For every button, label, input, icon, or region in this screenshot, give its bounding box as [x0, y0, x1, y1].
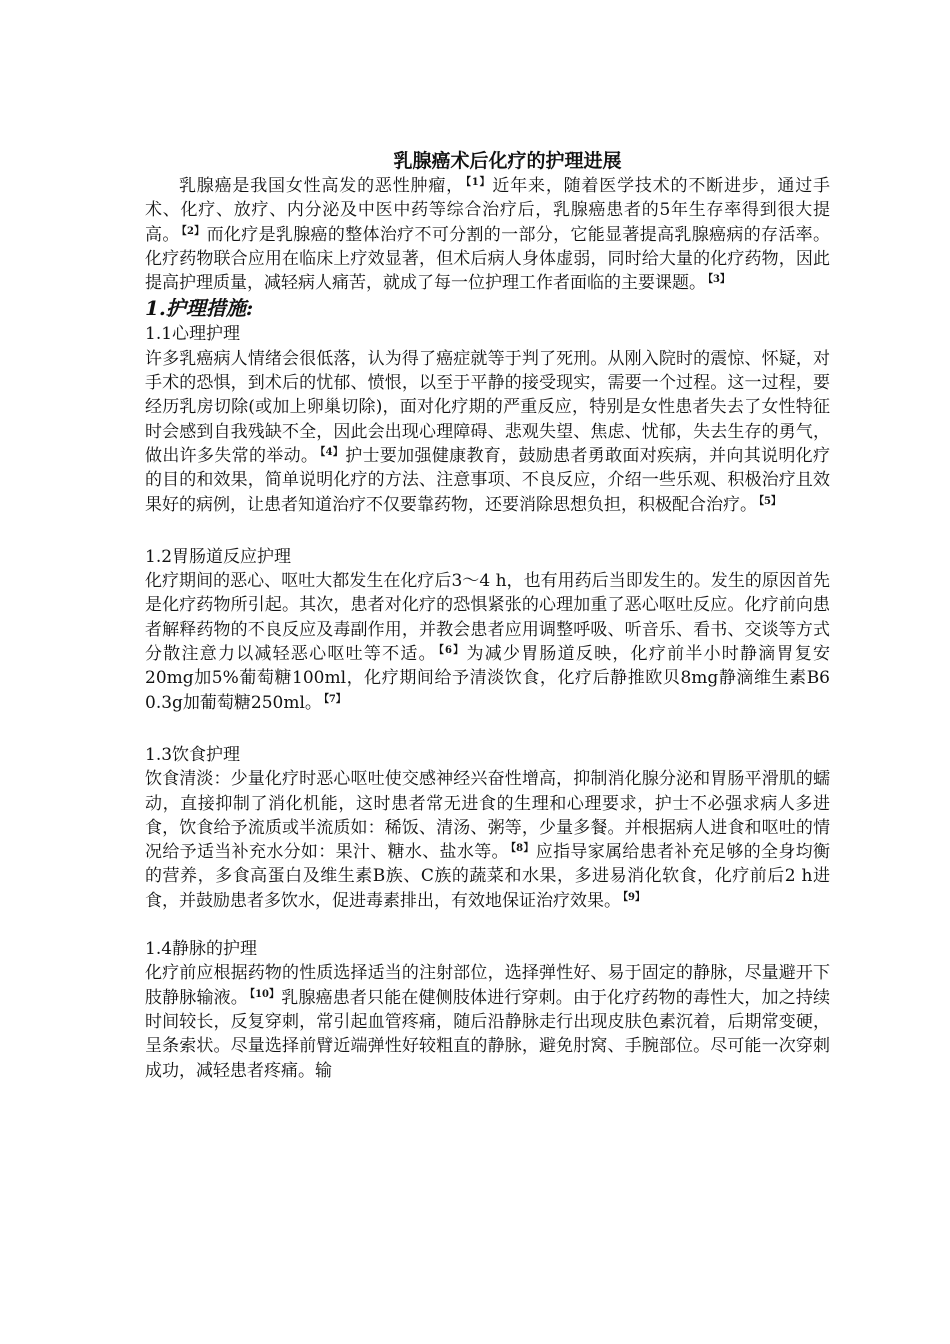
paragraph-text: 许多乳癌病人情绪会很低落，认为得了癌症就等于判了死刑。从刚入院时的震惊、怀疑，对手术的恐惧，到术后的忧郁、愤恨，以至于平静的接受现实，需要一个过程。这一过程，要经历乳房切除(或加上卵巢切除)，面对化疗期的严重反应，特别是女性患者失去了女性特征时会感到自我残缺不全，因此会出现心理障碍、悲观失望、焦虑、忧郁，失去生存的勇气，做出许多失常的举动。: [145, 348, 830, 466]
citation-8: 【8】: [510, 843, 534, 855]
citation-10: 【10】: [249, 988, 280, 1000]
citation-3: 【3】: [708, 274, 730, 286]
citation-2: 【2】: [181, 225, 205, 237]
citation-4: 【4】: [320, 446, 344, 458]
paragraph-text: 饮食清淡：少量化疗时恶心呕吐使交感神经兴奋性增高，抑制消化腺分泌和胃肠平滑肌的蠕动，直接抑制了消化机能，这时患者常无进食的生理和心理要求，护士不必强求病人多进食，饮食给予流质或半流质如：稀饭、清汤、粥等，少量多餐。并根据病人进食和呕吐的情况给予适当补充水分如：果汁、糖水、盐水等。: [145, 769, 830, 863]
subsection-heading-1-1: 1.1心理护理: [145, 324, 241, 345]
citation-7: 【7】: [323, 693, 346, 705]
citation-6: 【6】: [438, 645, 465, 657]
citation-5: 【5】: [759, 495, 781, 507]
paragraph-1-1: [145, 347, 830, 517]
paragraph-1-2: [145, 569, 830, 715]
intro-text-3: 而化疗是乳腺癌的整体治疗不可分割的一部分，它能显著提高乳腺癌病的存活率。化疗药物联合应用在临床上疗效显著，但术后病人身体虚弱，同时给大量的化疗药物，因此提高护理质量，减轻病人痛苦，就成了每一位护理工作者面临的主要课题。: [145, 224, 830, 294]
document-title: 乳腺癌术后化疗的护理进展: [393, 150, 622, 172]
section-heading-nursing-measures: 1.护理措施:: [145, 296, 254, 321]
paragraph-1-4: [145, 961, 830, 1082]
subsection-heading-1-2: 1.2胃肠道反应护理: [145, 546, 292, 567]
paragraph-text: 应指导家属给患者补充足够的全身均衡的营养，多食高蛋白及维生素B族、C族的蔬菜和水果，多进易消化软食，化疗前后2 h进食，并鼓励患者多饮水，促进毒素排出，有效地保证治疗效果。: [145, 842, 830, 911]
spacer: [145, 517, 830, 545]
intro-text-2: 近年来，随着医学技术的不断进步，通过手术、化疗、放疗、内分泌及中医中药等综合治疗后，乳腺癌患者的5年生存率得到很大提高。: [145, 176, 831, 245]
paragraph-text: 化疗期间的恶心、呕吐大都发生在化疗后3～4 h，也有用药后当即发生的。发生的原因首先是化疗药物所引起。其次，患者对化疗的恐惧紧张的心理加重了恶心呕吐反应。化疗前向患者解释药物的不良反应及毒副作用，并教会患者应用调整呼吸、听音乐、看书、交谈等方式分散注意力以减轻恶心呕吐等不适。: [145, 571, 830, 665]
citation-1: 【1】: [466, 177, 491, 188]
paragraph-text: 乳腺癌患者只能在健侧肢体进行穿刺。由于化疗药物的毒性大，加之持续时间较长，反复穿刺，常引起血管疼痛，随后沿静脉走行出现皮肤色素沉着，后期常变硬，呈条索状。尽量选择前臂近端弹性好较粗直的静脉，避免肘窝、手腕部位。尽可能一次穿刺成功，减轻患者疼痛。输: [145, 987, 831, 1081]
intro-text-1: 乳腺癌是我国女性高发的恶性肿瘤，: [179, 176, 464, 196]
paragraph-text: 为减少胃肠道反映，化疗前半小时静滴胃复安20mg加5%葡萄糖100ml，化疗期间给予清淡饮食，化疗后静推欧贝8mg静滴维生素B6 0.3g加葡萄糖250ml。: [145, 644, 830, 713]
intro-paragraph: [145, 174, 830, 295]
subsection-heading-1-3: 1.3饮食护理: [145, 744, 241, 765]
paragraph-1-3: [145, 767, 830, 913]
spacer: [145, 913, 830, 937]
spacer: [145, 715, 830, 743]
paragraph-text: 护士要加强健康教育，鼓励患者勇敢面对疾病，并向其说明化疗的目的和效果，简单说明化疗的方法、注意事项、不良反应，介绍一些乐观、积极治疗且效果好的病例，让患者知道治疗不仅要靠药物，还要消除思想负担，积极配合治疗。: [145, 445, 830, 515]
paragraph-text: 化疗前应根据药物的性质选择适当的注射部位，选择弹性好、易于固定的静脉，尽量避开下肢静脉输液。: [145, 963, 830, 1008]
citation-9: 【9】: [623, 891, 645, 903]
document-body: [145, 148, 830, 1083]
subsection-heading-1-4: 1.4静脉的护理: [145, 939, 258, 960]
